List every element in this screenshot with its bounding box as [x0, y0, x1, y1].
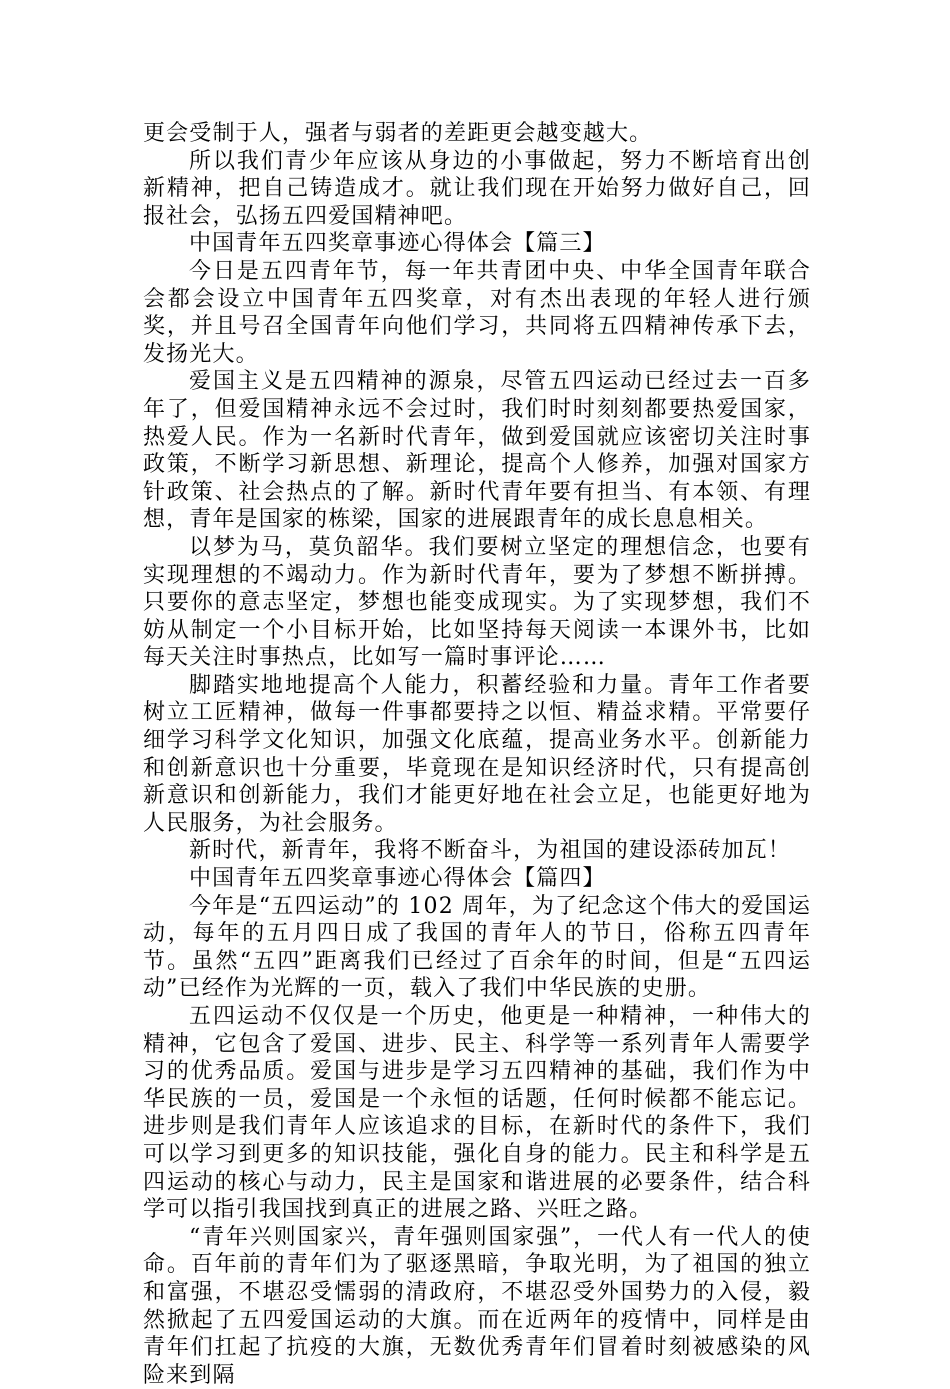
paragraph: 以梦为马，莫负韶华。我们要树立坚定的理想信念，也要有实现理想的不竭动力。作为新时代青年，要为了梦想不断拼搏。只要你的意志坚定，梦想也能变成现实。为了实现梦想，我们不妨从制定一个小目标开始，比如坚持每天阅读一本课外书，比如每天关注时事热点，比如写一篇时事评论…… [143, 534, 811, 671]
paragraph: 所以我们青少年应该从身边的小事做起，努力不断培育出创新精神，把自己铸造成才。就让我们现在开始努力做好自己，回报社会，弘扬五四爱国精神吧。 [143, 148, 811, 229]
section-heading-part-three: 中国青年五四奖章事迹心得体会【篇三】 [189, 231, 606, 257]
paragraph-continuation: 更会受制于人，强者与弱者的差距更会越变越大。 [143, 121, 653, 146]
paragraph: 脚踏实地地提高个人能力，积蓄经验和力量。青年工作者要树立工匠精神，做每一件事都要持之以恒、精益求精。平常要仔细学习科学文化知识，加强文化底蕴，提高业务水平。创新能力和创新意识也十分重要，毕竟现在是知识经济时代，只有提高创新意识和创新能力，我们才能更好地在社会立足，也能更好地为人民服务，为社会服务。 [143, 672, 811, 836]
paragraph: “青年兴则国家兴，青年强则国家强”，一代人有一代人的使命。百年前的青年们为了驱逐黑暗，争取光明，为了祖国的独立和富强，不堪忍受懦弱的清政府，不堪忍受外国势力的入侵，毅然掀起了五四爱国运动的大旗。而在近两年的疫情中，同样是由青年们扛起了抗疫的大旗，无数优秀青年们冒着时刻被感染的风险来到隔 [143, 1224, 811, 1388]
paragraph: 爱国主义是五四精神的源泉，尽管五四运动已经过去一百多年了，但爱国精神永远不会过时，我们时时刻刻都要热爱国家，热爱人民。作为一名新时代青年，做到爱国就应该密切关注时事政策，不断学习新思想、新理论，提高个人修养，加强对国家方针政策、社会热点的了解。新时代青年要有担当、有本领、有理想，青年是国家的栋梁，国家的进展跟青年的成长息息相关。 [143, 369, 811, 533]
document-body [143, 120, 811, 1389]
paragraph: 今日是五四青年节，每一年共青团中央、中华全国青年联合会都会设立中国青年五四奖章，对有杰出表现的年轻人进行颁奖，并且号召全国青年向他们学习，共同将五四精神传承下去，发扬光大。 [143, 258, 811, 367]
section-heading-part-four: 中国青年五四奖章事迹心得体会【篇四】 [189, 866, 606, 892]
paragraph: 五四运动不仅仅是一个历史，他更是一种精神，一种伟大的精神，它包含了爱国、进步、民主、科学等一系列青年人需要学习的优秀品质。爱国与进步是学习五四精神的基础，我们作为中华民族的一员，爱国是一个永恒的话题，任何时候都不能忘记。进步则是我们青年人应该追求的目标，在新时代的条件下，我们可以学习到更多的知识技能，强化自身的能力。民主和科学是五四运动的核心与动力，民主是国家和谐进展的必要条件，结合科学可以指引我国找到真正的进展之路、兴旺之路。 [143, 1004, 811, 1223]
paragraph: 新时代，新青年，我将不断奋斗，为祖国的建设添砖加瓦！ [189, 838, 791, 864]
paragraph: 今年是“五四运动”的 102 周年，为了纪念这个伟大的爱国运动，每年的五月四日成了我国的青年人的节日，俗称五四青年节。虽然“五四”距离我们已经过了百余年的时间，但是“五四运动”已经作为光辉的一页，载入了我们中华民族的史册。 [143, 893, 811, 1002]
